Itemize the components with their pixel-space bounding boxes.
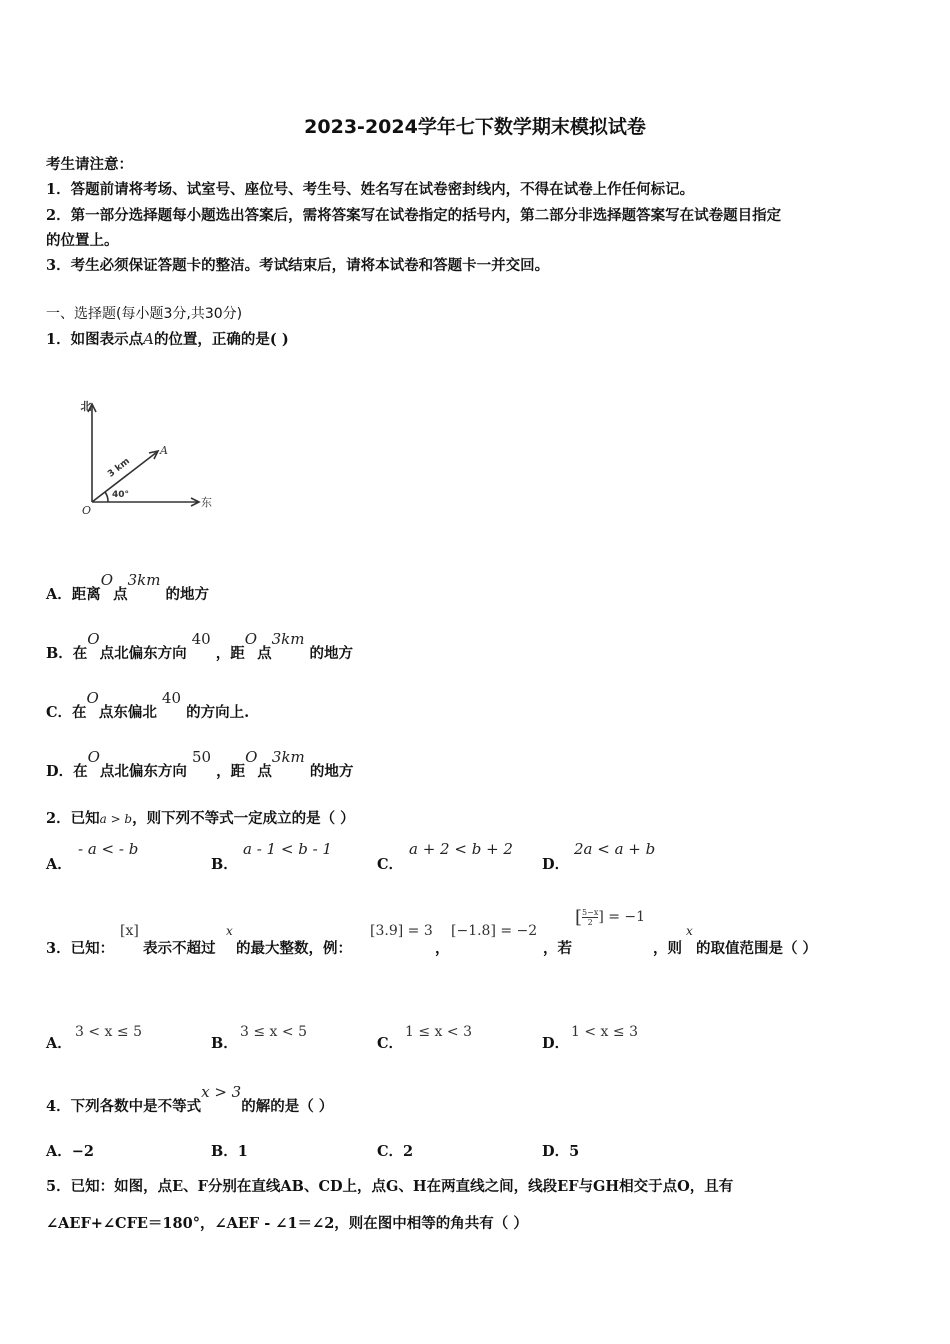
q1-option-b[interactable]: B．在O点北偏东方向 40 ，距O点3km 的地方 — [46, 630, 354, 662]
q3-option-b-expr: 3 ≤ x < 5 — [240, 1024, 307, 1040]
q3-option-a-expr: 3 < x ≤ 5 — [75, 1024, 142, 1040]
page-title: 2023-2024学年七下数学期末模拟试卷 — [304, 116, 646, 138]
q5-stem-line1: 5．已知：如图，点E、F分别在直线AB、CD上，点G、H在两直线之间，线段EF与GH相交于点O，且有 — [46, 1178, 734, 1195]
q4-option-b[interactable]: B．1 — [211, 1143, 248, 1160]
notice-item-2-cont: 的位置上。 — [46, 232, 119, 249]
q3-var-x: x — [226, 924, 233, 938]
q3-option-c-expr: 1 ≤ x < 3 — [405, 1024, 472, 1040]
east-label: 东 — [201, 496, 212, 509]
q5-stem-line2: ∠AEF+∠CFE＝180°，∠AEF - ∠1＝∠2，则在图中相等的角共有（ ） — [46, 1215, 528, 1232]
point-a-label: A — [160, 444, 168, 457]
q3-option-d-label[interactable]: D． — [542, 1035, 570, 1052]
q2-option-c-label[interactable]: C． — [377, 856, 404, 873]
q3-example-1: [3.9] = 3 — [370, 923, 433, 939]
q1-option-c[interactable]: C．在O点东偏北 40 的方向上. — [46, 689, 250, 721]
q3-option-a-label[interactable]: A． — [46, 1035, 72, 1052]
q3-stem-pre: 3．已知： — [46, 940, 115, 957]
section-heading: 一、选择题(每小题3分,共30分) — [46, 306, 243, 322]
q3-option-d-expr: 1 < x ≤ 3 — [571, 1024, 638, 1040]
q3-option-c-label[interactable]: C． — [377, 1035, 404, 1052]
q3-sep1: ， — [435, 940, 450, 957]
north-label: 北 — [80, 400, 92, 413]
q3-bracket-x: [x] — [120, 923, 139, 939]
q3-var-x2: x — [686, 924, 693, 938]
q3-sep2: ，若 — [543, 940, 572, 957]
q2-option-d-expr: 2a < a + b — [574, 840, 656, 858]
origin-label: O — [82, 504, 92, 517]
q2-option-a-expr: - a < - b — [78, 840, 139, 858]
q2-option-b-expr: a - 1 < b - 1 — [243, 840, 332, 858]
angle-arc — [105, 492, 108, 502]
notice-item-3: 3．考生必须保证答题卡的整洁。考试结束后，请将本试卷和答题卡一并交回。 — [46, 257, 550, 274]
notice-item-1: 1．答题前请将考场、试室号、座位号、考生号、姓名写在试卷密封线内，不得在试卷上作任何标记。 — [46, 181, 695, 198]
q3-example-2: [−1.8] = −2 — [451, 923, 538, 939]
angle-label: 40° — [112, 490, 130, 500]
notice-heading: 考生请注意： — [46, 156, 133, 173]
q2-option-b-label[interactable]: B． — [211, 856, 238, 873]
q1-stem: 1．如图表示点A的位置，正确的是( ) — [46, 330, 289, 348]
q3-part4: 的取值范围是（ ） — [696, 940, 818, 957]
q3-part3: ，则 — [653, 940, 682, 957]
q1-direction-figure — [70, 392, 220, 522]
q2-stem: 2．已知a > b，则下列不等式一定成立的是（ ） — [46, 810, 355, 827]
q2-option-d-label[interactable]: D． — [542, 856, 570, 873]
q3-option-b-label[interactable]: B． — [211, 1035, 238, 1052]
q3-condition: [ $\frac{5-x}{2}$ ] = −1 — [575, 907, 646, 928]
q4-option-d[interactable]: D．5 — [542, 1143, 580, 1160]
q2-option-c-expr: a + 2 < b + 2 — [409, 840, 513, 858]
q1-option-a[interactable]: A．距离O点3km 的地方 — [46, 571, 209, 603]
distance-label: 3 km — [106, 456, 132, 480]
q3-part2: 的最大整数，例： — [236, 940, 352, 957]
q4-option-c[interactable]: C．2 — [377, 1143, 414, 1160]
q4-option-a[interactable]: A．−2 — [46, 1143, 94, 1160]
q2-option-a-label[interactable]: A． — [46, 856, 72, 873]
q1-option-d[interactable]: D．在O点北偏东方向 50 ，距O点3km 的地方 — [46, 748, 354, 780]
q4-stem: 4．下列各数中是不等式x > 3的解的是（ ） — [46, 1083, 334, 1115]
notice-item-2: 2．第一部分选择题每小题选出答案后，需将答案写在试卷指定的括号内，第二部分非选择题答案写在试卷题目指定 — [46, 207, 782, 224]
q3-part1: 表示不超过 — [143, 940, 216, 957]
